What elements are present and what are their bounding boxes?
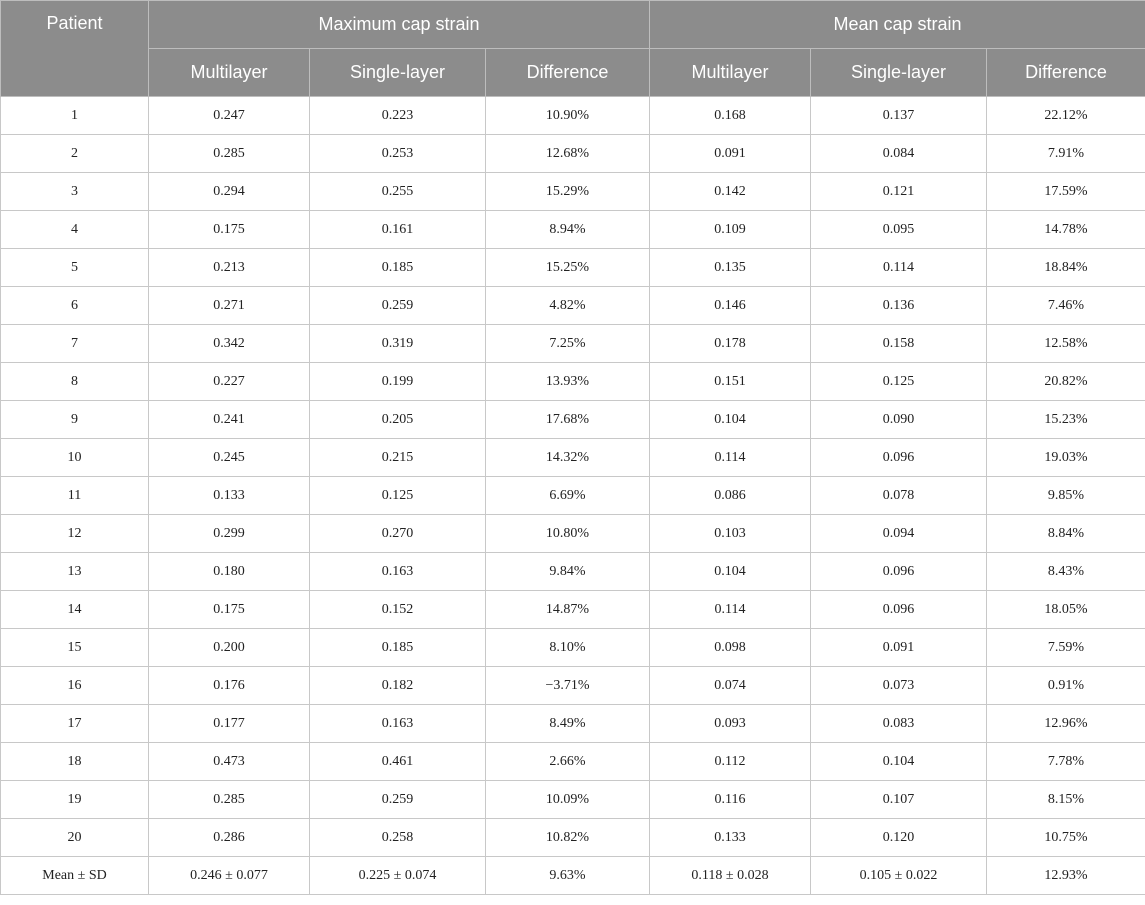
cell-patient: 6 <box>1 287 149 325</box>
cell-mean-multilayer: 0.098 <box>650 629 811 667</box>
cell-max-multilayer: 0.227 <box>149 363 310 401</box>
cell-mean-single-layer: 0.096 <box>811 553 987 591</box>
cell-max-multilayer: 0.285 <box>149 135 310 173</box>
cell-mean-single-layer: 0.105 ± 0.022 <box>811 857 987 895</box>
cell-max-single-layer: 0.152 <box>310 591 486 629</box>
cell-patient: 19 <box>1 781 149 819</box>
cell-mean-single-layer: 0.136 <box>811 287 987 325</box>
table-body <box>1 97 1145 895</box>
header-mean-cap-strain: Mean cap strain <box>650 1 1145 49</box>
cell-mean-single-layer: 0.091 <box>811 629 987 667</box>
cell-mean-difference: 7.46% <box>987 287 1145 325</box>
cell-mean-multilayer: 0.104 <box>650 401 811 439</box>
cell-max-single-layer: 0.253 <box>310 135 486 173</box>
cell-mean-multilayer: 0.112 <box>650 743 811 781</box>
cell-mean-multilayer: 0.178 <box>650 325 811 363</box>
cell-max-single-layer: 0.205 <box>310 401 486 439</box>
cell-max-single-layer: 0.223 <box>310 97 486 135</box>
cell-max-multilayer: 0.247 <box>149 97 310 135</box>
cell-max-difference: 15.29% <box>486 173 650 211</box>
table-row <box>1 211 1145 249</box>
cell-patient: 5 <box>1 249 149 287</box>
cell-max-single-layer: 0.270 <box>310 515 486 553</box>
table-row <box>1 667 1145 705</box>
cell-max-multilayer: 0.213 <box>149 249 310 287</box>
cell-mean-difference: 18.05% <box>987 591 1145 629</box>
table-row <box>1 401 1145 439</box>
cell-max-difference: 9.63% <box>486 857 650 895</box>
cell-mean-multilayer: 0.086 <box>650 477 811 515</box>
cell-patient: 16 <box>1 667 149 705</box>
cell-max-multilayer: 0.245 <box>149 439 310 477</box>
cell-mean-single-layer: 0.096 <box>811 591 987 629</box>
cell-mean-multilayer: 0.133 <box>650 819 811 857</box>
cell-mean-single-layer: 0.114 <box>811 249 987 287</box>
cell-mean-difference: 10.75% <box>987 819 1145 857</box>
cell-max-single-layer: 0.255 <box>310 173 486 211</box>
cell-max-multilayer: 0.286 <box>149 819 310 857</box>
cell-patient: 14 <box>1 591 149 629</box>
cell-mean-difference: 0.91% <box>987 667 1145 705</box>
cell-max-difference: 10.82% <box>486 819 650 857</box>
cell-max-multilayer: 0.175 <box>149 211 310 249</box>
cell-patient: 8 <box>1 363 149 401</box>
cell-max-multilayer: 0.133 <box>149 477 310 515</box>
cell-max-difference: 15.25% <box>486 249 650 287</box>
cell-max-multilayer: 0.176 <box>149 667 310 705</box>
cell-mean-multilayer: 0.116 <box>650 781 811 819</box>
table-row <box>1 743 1145 781</box>
cell-patient: 10 <box>1 439 149 477</box>
cell-mean-difference: 8.43% <box>987 553 1145 591</box>
cell-mean-difference: 7.91% <box>987 135 1145 173</box>
header-max-difference: Difference <box>486 49 650 97</box>
cell-mean-difference: 15.23% <box>987 401 1145 439</box>
cell-patient: 1 <box>1 97 149 135</box>
cell-max-single-layer: 0.461 <box>310 743 486 781</box>
header-maximum-cap-strain: Maximum cap strain <box>149 1 650 49</box>
cell-mean-single-layer: 0.121 <box>811 173 987 211</box>
table-row <box>1 553 1145 591</box>
cell-patient: 11 <box>1 477 149 515</box>
cell-max-difference: 7.25% <box>486 325 650 363</box>
header-row-subcolumns <box>1 49 1145 97</box>
cell-patient: 9 <box>1 401 149 439</box>
cell-max-multilayer: 0.177 <box>149 705 310 743</box>
cell-mean-difference: 20.82% <box>987 363 1145 401</box>
table-row <box>1 325 1145 363</box>
cell-mean-difference: 14.78% <box>987 211 1145 249</box>
cell-mean-difference: 8.84% <box>987 515 1145 553</box>
cell-patient: 4 <box>1 211 149 249</box>
table-row <box>1 591 1145 629</box>
cell-max-single-layer: 0.258 <box>310 819 486 857</box>
cell-max-single-layer: 0.163 <box>310 553 486 591</box>
cell-max-difference: 10.09% <box>486 781 650 819</box>
summary-row <box>1 857 1145 895</box>
header-max-multilayer: Multilayer <box>149 49 310 97</box>
cell-mean-multilayer: 0.118 ± 0.028 <box>650 857 811 895</box>
cell-mean-multilayer: 0.146 <box>650 287 811 325</box>
cell-max-difference: 14.87% <box>486 591 650 629</box>
cell-mean-difference: 18.84% <box>987 249 1145 287</box>
cell-max-difference: 4.82% <box>486 287 650 325</box>
header-mean-single-layer: Single-layer <box>811 49 987 97</box>
cell-mean-difference: 19.03% <box>987 439 1145 477</box>
table-row <box>1 97 1145 135</box>
cell-max-difference: 12.68% <box>486 135 650 173</box>
cell-patient: 7 <box>1 325 149 363</box>
header-row-groups <box>1 1 1145 49</box>
cell-patient: 20 <box>1 819 149 857</box>
cell-mean-difference: 9.85% <box>987 477 1145 515</box>
table-row <box>1 135 1145 173</box>
cell-max-multilayer: 0.175 <box>149 591 310 629</box>
header-mean-difference: Difference <box>987 49 1145 97</box>
cell-max-single-layer: 0.125 <box>310 477 486 515</box>
table-row <box>1 515 1145 553</box>
table-row <box>1 629 1145 667</box>
cell-mean-single-layer: 0.125 <box>811 363 987 401</box>
cell-mean-single-layer: 0.096 <box>811 439 987 477</box>
cell-max-multilayer: 0.200 <box>149 629 310 667</box>
cell-patient: 2 <box>1 135 149 173</box>
cell-max-multilayer: 0.285 <box>149 781 310 819</box>
cell-mean-difference: 12.96% <box>987 705 1145 743</box>
cell-max-multilayer: 0.246 ± 0.077 <box>149 857 310 895</box>
cell-mean-difference: 8.15% <box>987 781 1145 819</box>
cell-mean-single-layer: 0.083 <box>811 705 987 743</box>
cell-max-difference: 8.10% <box>486 629 650 667</box>
cell-mean-single-layer: 0.094 <box>811 515 987 553</box>
cell-max-single-layer: 0.185 <box>310 629 486 667</box>
cell-mean-difference: 12.58% <box>987 325 1145 363</box>
cell-max-difference: 8.94% <box>486 211 650 249</box>
header-mean-multilayer: Multilayer <box>650 49 811 97</box>
cell-mean-multilayer: 0.142 <box>650 173 811 211</box>
cell-patient: 18 <box>1 743 149 781</box>
cell-max-multilayer: 0.342 <box>149 325 310 363</box>
cell-mean-single-layer: 0.084 <box>811 135 987 173</box>
table-row <box>1 173 1145 211</box>
cell-mean-difference: 7.59% <box>987 629 1145 667</box>
table-row <box>1 249 1145 287</box>
cell-max-single-layer: 0.182 <box>310 667 486 705</box>
cell-mean-multilayer: 0.103 <box>650 515 811 553</box>
cell-patient: 3 <box>1 173 149 211</box>
header-patient: Patient <box>1 1 149 97</box>
table-row <box>1 439 1145 477</box>
cell-patient: 12 <box>1 515 149 553</box>
cell-max-multilayer: 0.299 <box>149 515 310 553</box>
cell-mean-multilayer: 0.114 <box>650 591 811 629</box>
header-max-single-layer: Single-layer <box>310 49 486 97</box>
cell-mean-multilayer: 0.093 <box>650 705 811 743</box>
cell-max-single-layer: 0.199 <box>310 363 486 401</box>
cell-max-single-layer: 0.259 <box>310 781 486 819</box>
cell-mean-difference: 12.93% <box>987 857 1145 895</box>
cell-mean-single-layer: 0.090 <box>811 401 987 439</box>
table-row <box>1 477 1145 515</box>
table-row <box>1 363 1145 401</box>
cell-max-multilayer: 0.473 <box>149 743 310 781</box>
cell-max-multilayer: 0.271 <box>149 287 310 325</box>
table-header <box>1 1 1145 97</box>
cell-max-difference: 9.84% <box>486 553 650 591</box>
cell-max-multilayer: 0.294 <box>149 173 310 211</box>
cell-max-single-layer: 0.319 <box>310 325 486 363</box>
cell-mean-single-layer: 0.104 <box>811 743 987 781</box>
cell-patient: 13 <box>1 553 149 591</box>
table-row <box>1 287 1145 325</box>
cell-mean-difference: 7.78% <box>987 743 1145 781</box>
cell-max-single-layer: 0.161 <box>310 211 486 249</box>
cell-mean-single-layer: 0.095 <box>811 211 987 249</box>
cell-mean-difference: 17.59% <box>987 173 1145 211</box>
cell-patient: Mean ± SD <box>1 857 149 895</box>
cell-max-difference: 13.93% <box>486 363 650 401</box>
cell-mean-difference: 22.12% <box>987 97 1145 135</box>
cell-max-difference: 8.49% <box>486 705 650 743</box>
cell-max-difference: 14.32% <box>486 439 650 477</box>
cell-max-single-layer: 0.259 <box>310 287 486 325</box>
cell-max-single-layer: 0.225 ± 0.074 <box>310 857 486 895</box>
cell-mean-single-layer: 0.073 <box>811 667 987 705</box>
cell-mean-multilayer: 0.074 <box>650 667 811 705</box>
table-row <box>1 705 1145 743</box>
cell-patient: 15 <box>1 629 149 667</box>
cell-max-difference: −3.71% <box>486 667 650 705</box>
cell-max-difference: 6.69% <box>486 477 650 515</box>
cell-patient: 17 <box>1 705 149 743</box>
cell-mean-multilayer: 0.114 <box>650 439 811 477</box>
cell-mean-single-layer: 0.120 <box>811 819 987 857</box>
cell-mean-multilayer: 0.151 <box>650 363 811 401</box>
cell-max-difference: 10.90% <box>486 97 650 135</box>
cell-mean-multilayer: 0.168 <box>650 97 811 135</box>
cell-max-difference: 17.68% <box>486 401 650 439</box>
cell-mean-single-layer: 0.158 <box>811 325 987 363</box>
table-row <box>1 819 1145 857</box>
cell-max-multilayer: 0.241 <box>149 401 310 439</box>
cell-mean-multilayer: 0.109 <box>650 211 811 249</box>
cell-max-difference: 2.66% <box>486 743 650 781</box>
cell-mean-multilayer: 0.135 <box>650 249 811 287</box>
cell-max-difference: 10.80% <box>486 515 650 553</box>
cell-mean-single-layer: 0.137 <box>811 97 987 135</box>
cell-mean-single-layer: 0.078 <box>811 477 987 515</box>
cell-mean-single-layer: 0.107 <box>811 781 987 819</box>
cell-max-single-layer: 0.215 <box>310 439 486 477</box>
cell-max-single-layer: 0.163 <box>310 705 486 743</box>
cell-mean-multilayer: 0.104 <box>650 553 811 591</box>
cell-mean-multilayer: 0.091 <box>650 135 811 173</box>
cell-max-multilayer: 0.180 <box>149 553 310 591</box>
cell-max-single-layer: 0.185 <box>310 249 486 287</box>
table-row <box>1 781 1145 819</box>
